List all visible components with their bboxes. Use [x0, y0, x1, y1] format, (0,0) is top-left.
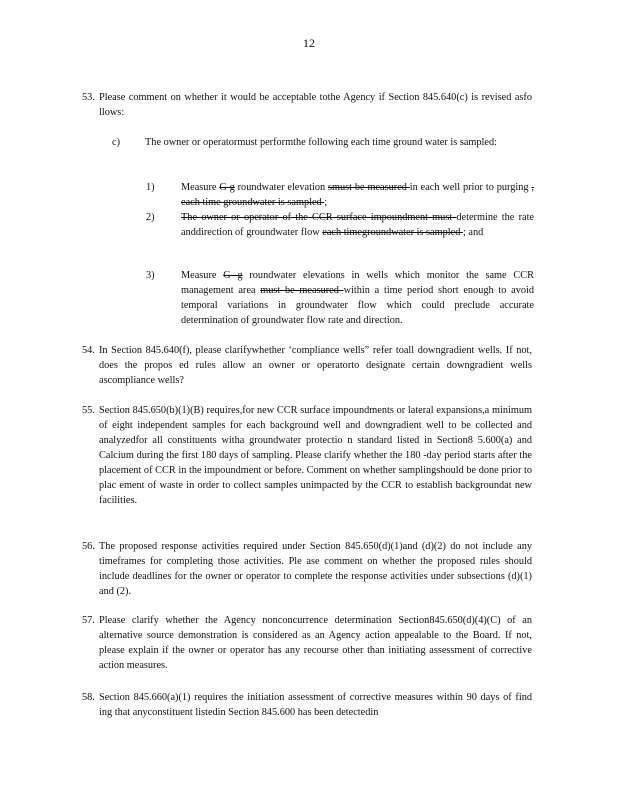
- deleted-text: , each time groundwater is sampled: [181, 182, 534, 208]
- list-item-1: [146, 180, 534, 210]
- question-53: [82, 90, 532, 120]
- question-57: [82, 613, 532, 673]
- question-number: 54.: [82, 345, 95, 356]
- deleted-text: smust be measured: [327, 182, 410, 193]
- item-label: 2): [146, 212, 155, 223]
- deleted-text: G g: [219, 182, 235, 193]
- deleted-text: G g: [223, 270, 243, 281]
- question-number: 58.: [82, 692, 95, 703]
- question-56: [82, 539, 532, 599]
- item-text: The owner or operator of the CCR surface impoundment must determine the rate anddirection of groundwater flow each timegroundwater is sampled ; and: [181, 212, 534, 238]
- question-number: 56.: [82, 541, 95, 552]
- deleted-text: must be measured: [260, 285, 344, 296]
- question-number: 53.: [82, 92, 95, 103]
- list-item-2: [146, 210, 534, 240]
- question-55: [82, 403, 532, 508]
- question-58: [82, 690, 532, 720]
- page-number: 12: [303, 36, 315, 50]
- question-number: 55.: [82, 405, 95, 416]
- question-text: Please comment on whether it would be acceptable tothe Agency if Section 845.640(c) is revised asfo llows:: [99, 92, 532, 118]
- list-item-3: [146, 268, 534, 328]
- question-text: In Section 845.640(f), please clarifywhether ‘compliance wells” refer toall downgradient wells. If not, does the propos ed rules allow an owner or operatorto designate certain downgradient wells ascompliance wells?: [99, 345, 532, 386]
- item-text: Measure G g roundwater elevations in wells which monitor the same CCR management area must be measured within a time period short enough to avoid temporal variations in groundwater flow which could preclude accurate determination of groundwater flow rate and direction.: [181, 270, 534, 326]
- item-label: 1): [146, 182, 155, 193]
- subsection-c: [112, 135, 532, 150]
- item-label: 3): [146, 270, 155, 281]
- subsection-text: The owner or operatormust performthe following each time ground water is sampled:: [145, 137, 497, 148]
- question-text: The proposed response activities required under Section 845.650(d)(1)and (d)(2) do not include any timeframes for completing those activities. Ple ase comment on whether the proposed rules should include deadlines for the owner or operator to complete the response activities under subsections (d)(1) and (2).: [99, 541, 532, 597]
- question-text: Section 845.650(b)(1)(B) requires,for new CCR surface impoundments or lateral expansions,a minimum of eight independent samples for each background well and downgradient well to be collected and analyzedfor all constituents witha groundwater protectio n standard listed in Section8 5.600(a) and Calcium during the first 180 days of sampling. Please clarify whether the 180 -day period starts after the placement of CCR in the impoundment or before. Comment on whether samplingshould be done prior to plac ement of waste in order to collect samples unimpacted by the CCR to establish backgroundat new facilities.: [99, 405, 532, 506]
- question-54: [82, 343, 532, 388]
- deleted-text: The owner or operator of the CCR surface impoundment must: [181, 212, 457, 223]
- item-text: Measure G g roundwater elevation smust be measured in each well prior to purging , each time groundwater is sampled ;: [181, 182, 534, 208]
- question-number: 57.: [82, 615, 95, 626]
- question-text: Section 845.660(a)(1) requires the initiation assessment of corrective measures within 90 days of find ing that anyconstituent listedin Section 845.600 has been detectedin: [99, 692, 532, 718]
- subsection-label: c): [112, 137, 120, 148]
- question-text: Please clarify whether the Agency nonconcurrence determination Section845.650(d)(4)(C) of an alternative source demonstration is considered as an Agency action appealable to the Board. If not, please explain if the owner or operator has any recourse other than initiating assessment of corrective action measures.: [99, 615, 532, 671]
- deleted-text: each timegroundwater is sampled: [322, 227, 463, 238]
